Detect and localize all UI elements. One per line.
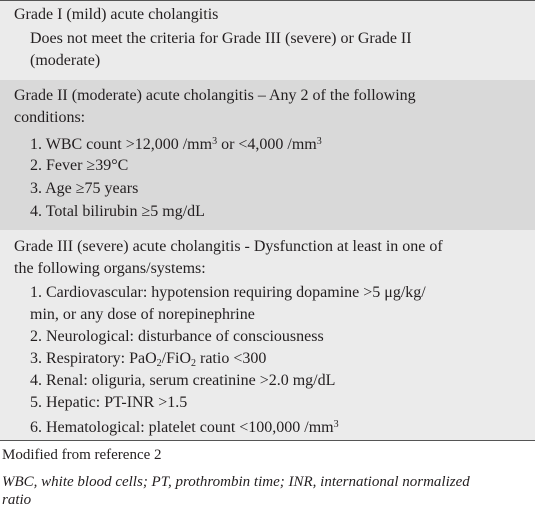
grade2-item-fever: 2. Fever ≥39°C xyxy=(30,157,129,174)
bottom-rule xyxy=(0,440,535,441)
grade3-item-cardio-line1: 1. Cardiovascular: hypotension requiring dopamine >5 μg/kg/ xyxy=(30,284,426,301)
grade1-title: Grade I (mild) acute cholangitis xyxy=(14,6,219,23)
grade3-title-line1: Grade III (severe) acute cholangitis - Dysfunction at least in one of xyxy=(14,238,443,255)
grade3-item-cardio-line2: min, or any dose of norepinephrine xyxy=(30,306,255,323)
abbreviations-line1: WBC, white blood cells; PT, prothrombin time; INR, international normalized xyxy=(2,474,470,490)
grade3-item-renal: 4. Renal: oliguria, serum creatinine >2.0 mg/dL xyxy=(30,372,336,389)
source-note: Modified from reference 2 xyxy=(2,447,162,463)
grade3-item-neuro: 2. Neurological: disturbance of consciousness xyxy=(30,328,324,345)
grade3-item-hepatic: 5. Hepatic: PT-INR >1.5 xyxy=(30,394,188,411)
grade1-desc-line1: Does not meet the criteria for Grade III (severe) or Grade II xyxy=(30,30,412,47)
grade2-item-bilirubin: 4. Total bilirubin ≥5 mg/dL xyxy=(30,203,205,220)
grade2-title-line1: Grade II (moderate) acute cholangitis – Any 2 of the following xyxy=(14,87,416,104)
grade3-title-line2: the following organs/systems: xyxy=(14,260,206,277)
grade2-title-line2: conditions: xyxy=(14,109,86,126)
grade1-desc-line2: (moderate) xyxy=(30,52,101,69)
grade3-item-hematologic: 6. Hematological: platelet count <100,000 $/mm^3$ xyxy=(30,419,339,436)
abbreviations-line2: ratio xyxy=(2,492,32,508)
grade2-item-age: 3. Age ≥75 years xyxy=(30,180,139,197)
grade3-item-resp: 3. Respiratory: PaO$_2$/FiO$_2$ ratio <300 xyxy=(30,350,267,369)
top-rule xyxy=(0,0,535,1)
grade2-item-wbc: 1. WBC count >12,000 $/mm^3$ or <4,000 $/mm^3$ xyxy=(30,136,322,153)
